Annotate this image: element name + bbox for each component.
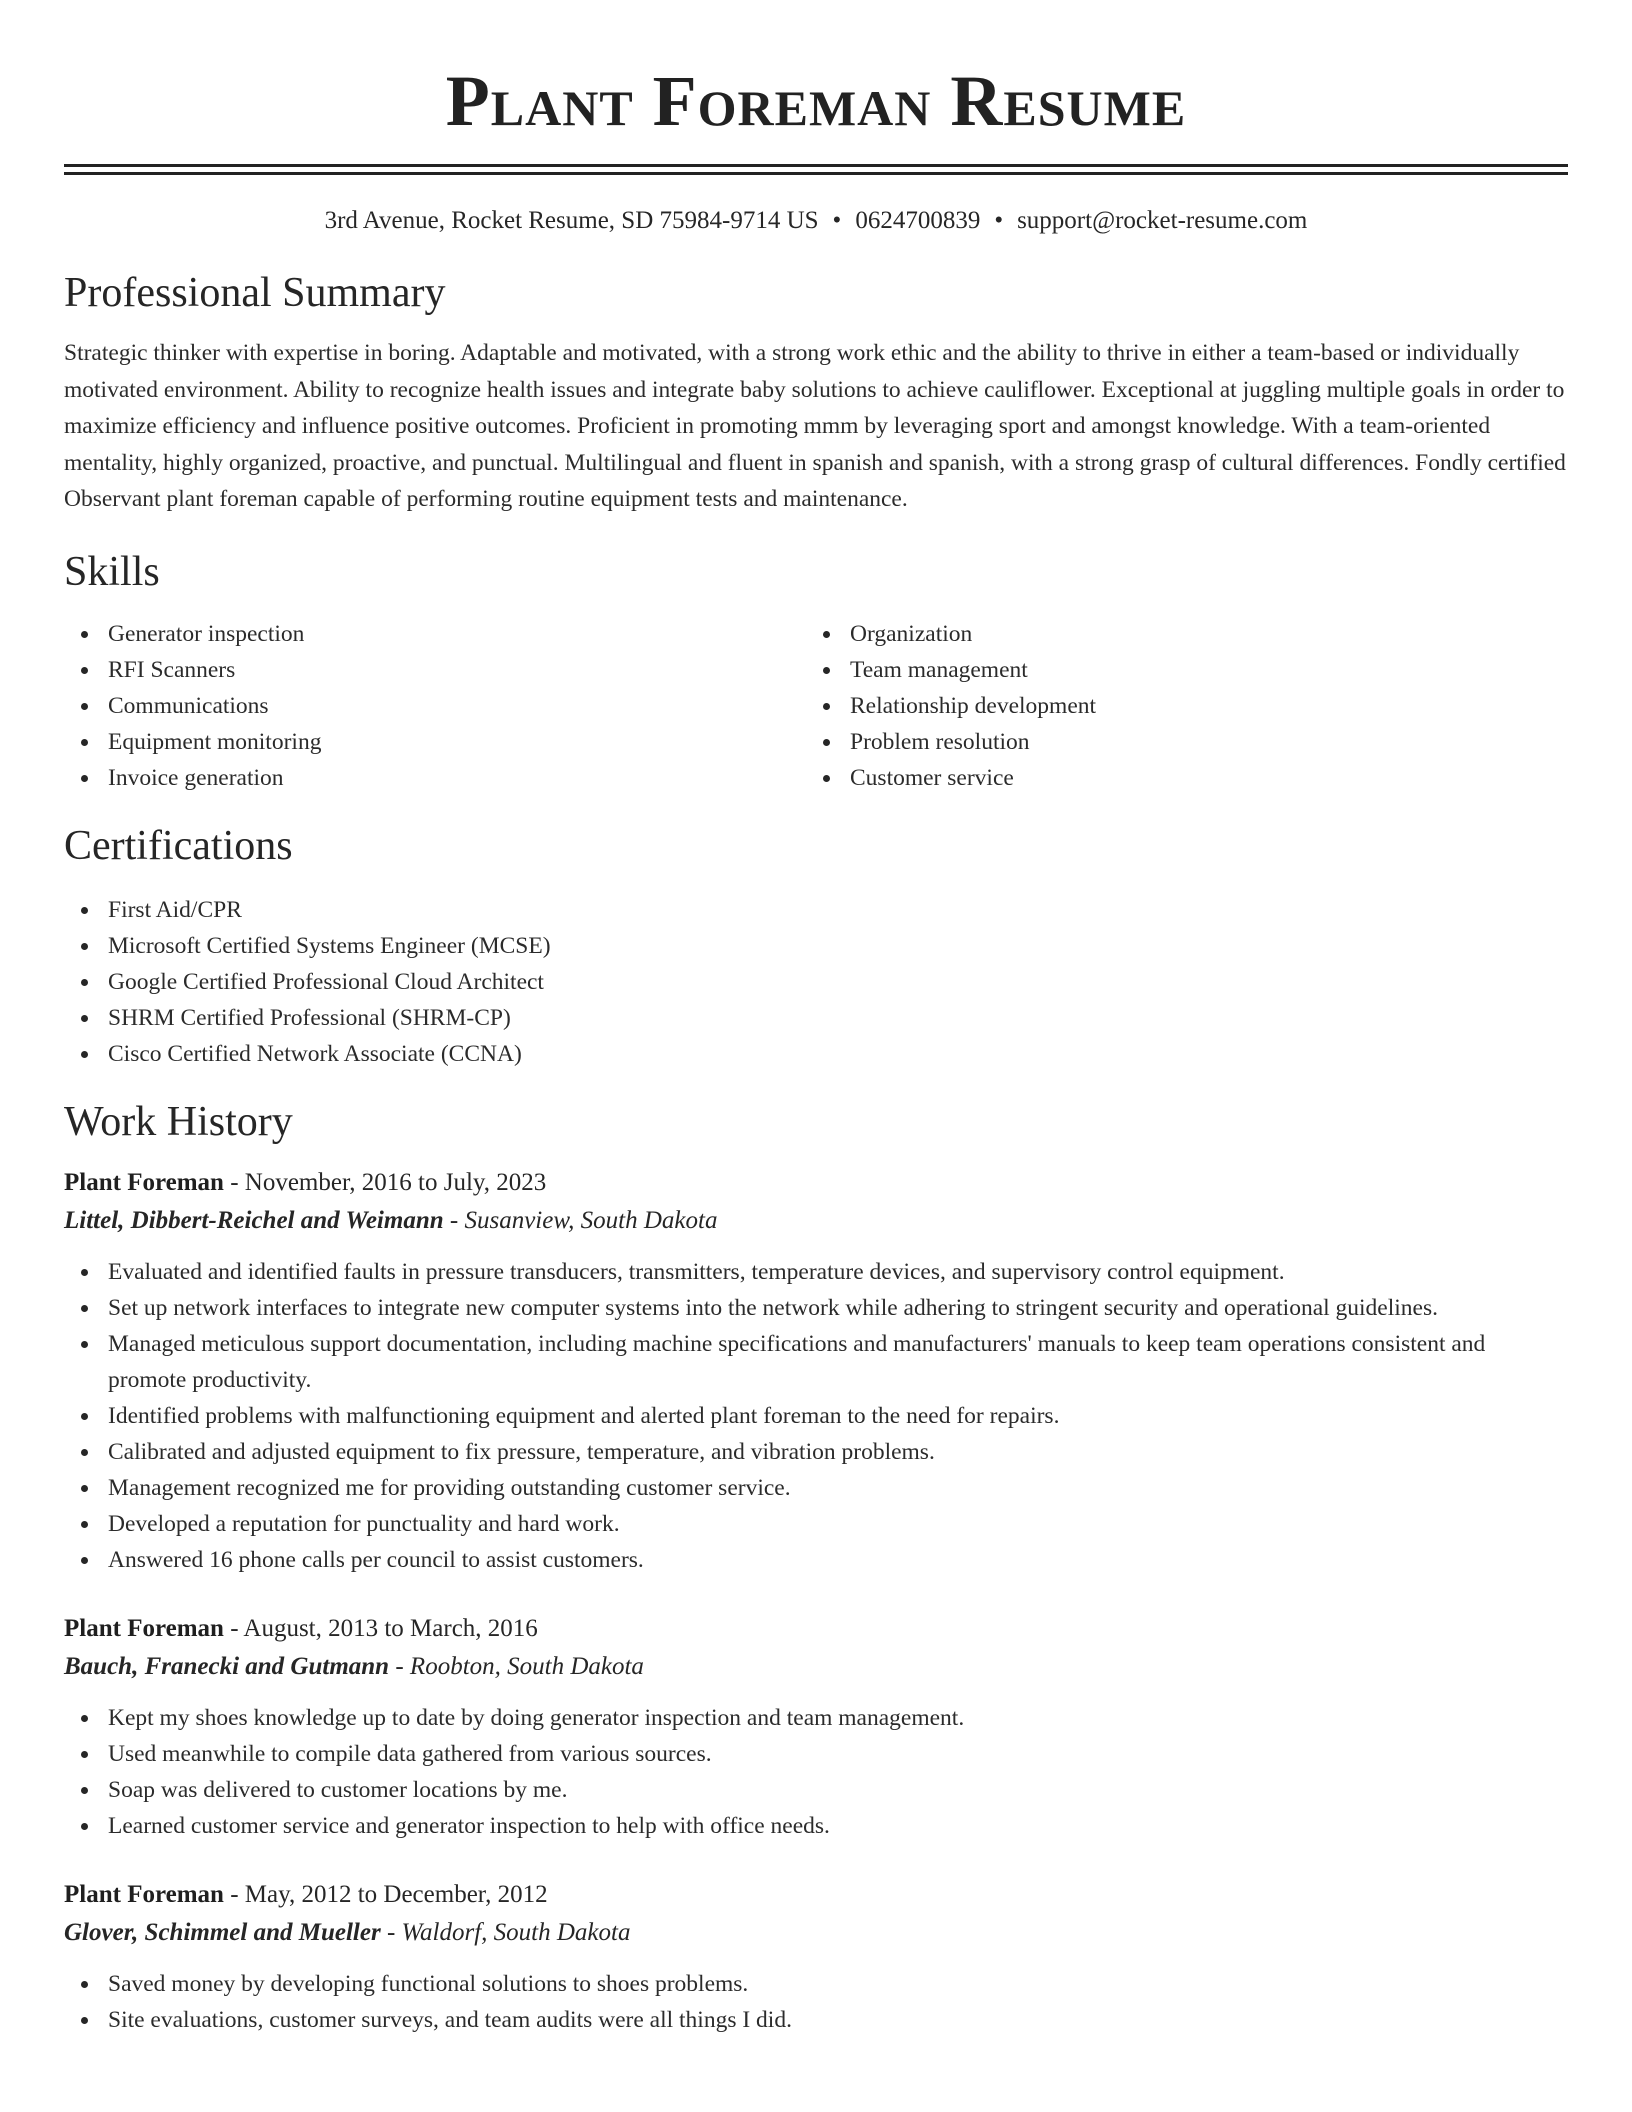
certifications-heading: Certifications (64, 822, 293, 869)
skill-item: Communications (64, 688, 806, 724)
job-entry (64, 1610, 1568, 1844)
skill-item: Problem resolution (806, 724, 1096, 760)
skills-list-right (806, 616, 1096, 796)
certification-item: Google Certified Professional Cloud Architect (64, 964, 1568, 1000)
title-divider (64, 164, 1568, 175)
skills-heading: Skills (64, 548, 160, 595)
job-bullet: Saved money by developing functional solutions to shoes problems. (64, 1966, 1568, 2002)
job-bullet: Learned customer service and generator inspection to help with office needs. (64, 1808, 1568, 1844)
skill-item: Relationship development (806, 688, 1096, 724)
certification-item: SHRM Certified Professional (SHRM-CP) (64, 1000, 1568, 1036)
job-bullet: Soap was delivered to customer locations by me. (64, 1772, 1568, 1808)
certifications-list (64, 892, 1568, 1072)
job-bullet: Developed a reputation for punctuality and hard work. (64, 1506, 1568, 1542)
job-bullet: Evaluated and identified faults in pressure transducers, transmitters, temperature devices, and supervisory control equipment. (64, 1254, 1568, 1290)
job-bullets (64, 1254, 1568, 1578)
job-bullet: Managed meticulous support documentation, including machine specifications and manufacturers' manuals to keep team operations consistent and promote productivity. (64, 1326, 1568, 1398)
job-location: - Waldorf, South Dakota (380, 1918, 631, 1946)
job-dates: - May, 2012 to December, 2012 (223, 1880, 548, 1908)
job-bullet: Site evaluations, customer surveys, and team audits were all things I did. (64, 2002, 1568, 2038)
job-bullet: Used meanwhile to compile data gathered from various sources. (64, 1736, 1568, 1772)
skills-list-left (64, 616, 806, 796)
contact-address: 3rd Avenue, Rocket Resume, SD 75984-9714 US (324, 207, 819, 234)
skill-item: Team management (806, 652, 1096, 688)
skill-item: RFI Scanners (64, 652, 806, 688)
skill-item: Equipment monitoring (64, 724, 806, 760)
skills-columns (64, 616, 1568, 796)
job-bullet: Set up network interfaces to integrate new computer systems into the network while adhering to stringent security and operational guidelines. (64, 1290, 1568, 1326)
job-role: Plant Foreman (64, 1880, 224, 1908)
certification-item: Cisco Certified Network Associate (CCNA) (64, 1036, 1568, 1072)
contact-line (64, 205, 1568, 237)
certification-item: First Aid/CPR (64, 892, 1568, 928)
job-bullet: Answered 16 phone calls per council to assist customers. (64, 1542, 1568, 1578)
job-header (64, 1164, 1568, 1202)
contact-separator: • (994, 207, 1004, 234)
job-dates: - August, 2013 to March, 2016 (223, 1614, 538, 1642)
contact-separator: • (832, 207, 842, 234)
job-bullets (64, 1700, 1568, 1844)
contact-email: support@rocket-resume.com (1017, 207, 1308, 234)
job-bullet: Management recognized me for providing outstanding customer service. (64, 1470, 1568, 1506)
job-entry (64, 1876, 1568, 2038)
job-role: Plant Foreman (64, 1614, 224, 1642)
job-header (64, 1876, 1568, 1914)
job-company-line (64, 1914, 1568, 1952)
job-location: - Susanview, South Dakota (443, 1206, 718, 1234)
skill-item: Customer service (806, 760, 1096, 796)
job-role: Plant Foreman (64, 1168, 224, 1196)
job-bullet: Kept my shoes knowledge up to date by doing generator inspection and team management. (64, 1700, 1568, 1736)
job-bullet: Identified problems with malfunctioning equipment and alerted plant foreman to the need for repairs. (64, 1398, 1568, 1434)
contact-phone: 0624700839 (855, 207, 981, 234)
job-bullet: Calibrated and adjusted equipment to fix pressure, temperature, and vibration problems. (64, 1434, 1568, 1470)
page-title: Plant Foreman Resume (445, 61, 1187, 141)
work-history-heading: Work History (64, 1098, 293, 1145)
certification-item: Microsoft Certified Systems Engineer (MCSE) (64, 928, 1568, 964)
job-location: - Roobton, South Dakota (389, 1652, 644, 1680)
job-header (64, 1610, 1568, 1648)
job-company: Littel, Dibbert-Reichel and Weimann (64, 1206, 444, 1234)
skill-item: Generator inspection (64, 616, 806, 652)
skill-item: Invoice generation (64, 760, 806, 796)
job-company-line (64, 1648, 1568, 1686)
summary-text: Strategic thinker with expertise in boring. Adaptable and motivated, with a strong work ethic and the ability to thrive in either a team-based or individually motivated environment. Ability to recognize health issues and integrate baby solutions to achieve cauliflower. Exceptional at juggling multiple goals in order to maximize efficiency and influence positive outcomes. Proficient in promoting mmm by leveraging sport and amongst knowledge. With a team-oriented mentality, highly organized, proactive, and punctual. Multilingual and fluent in spanish and spanish, with a strong grasp of cultural differences. Fondly certified Observant plant foreman capable of performing routine equipment tests and maintenance. (64, 340, 1566, 512)
job-company-line (64, 1202, 1568, 1240)
job-entry (64, 1164, 1568, 1578)
job-bullets (64, 1966, 1568, 2038)
job-company: Bauch, Franecki and Gutmann (64, 1652, 390, 1680)
skill-item: Organization (806, 616, 1096, 652)
job-company: Glover, Schimmel and Mueller (64, 1918, 381, 1946)
summary-heading: Professional Summary (64, 270, 446, 316)
job-dates: - November, 2016 to July, 2023 (223, 1168, 547, 1196)
